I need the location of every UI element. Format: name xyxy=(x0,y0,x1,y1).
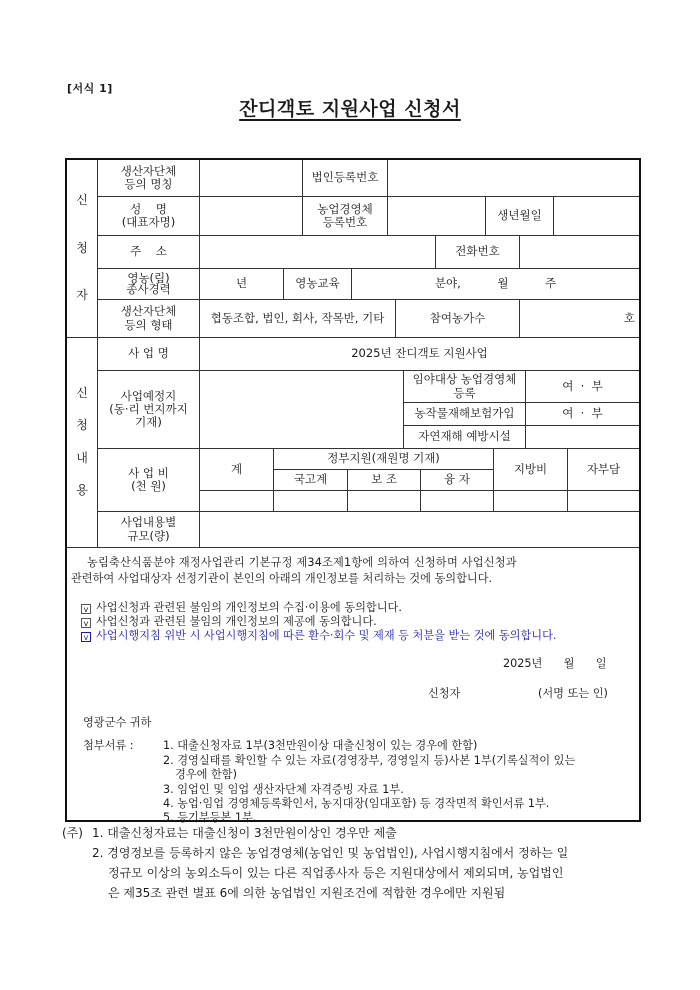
experience-label xyxy=(98,269,200,300)
applicant-sign-label: 신청자 xyxy=(428,687,461,700)
farm-reg-field[interactable] xyxy=(388,197,486,236)
label-line: 농업경영체 xyxy=(317,201,373,216)
attachment-item: 3. 임업인 및 임업 생산자단체 자격증빙 자료 1부. xyxy=(163,783,404,796)
section-char: 청 xyxy=(76,418,88,433)
signature-field[interactable]: (서명 또는 인) xyxy=(538,687,608,700)
education-label: 영농교육 xyxy=(284,269,352,300)
attachment-item: 5. 등기부등본 1부. xyxy=(163,811,257,824)
attachment-item: 1. 대출신청자료 1부(3천만원이상 대출신청이 있는 경우에 한함) xyxy=(163,739,478,752)
signing-date: 2025년 월 일 xyxy=(503,657,607,670)
section-char: 용 xyxy=(76,483,88,498)
label-line: (천 원) xyxy=(131,479,166,493)
households-field[interactable]: 호 xyxy=(520,300,639,338)
site-field[interactable] xyxy=(200,371,404,449)
label-line: (동·리 번지까지 xyxy=(109,401,188,416)
name-label xyxy=(98,197,200,236)
budget-national-header: 국고계 xyxy=(274,470,348,491)
org-type-field[interactable]: 협동조합, 법인, 회사, 작목반, 기타 xyxy=(200,300,396,338)
label-line: 등록번호 xyxy=(322,215,368,229)
label-line: 생산자단체 xyxy=(120,163,177,178)
education-field[interactable]: 분야, 월 주 xyxy=(352,269,639,300)
check-label: 사업신청과 관련된 불임의 개인정보의 수집·이용에 동의합니다. xyxy=(96,601,402,614)
budget-total-field[interactable] xyxy=(200,491,274,512)
budget-subsidy-header: 보 조 xyxy=(348,470,421,491)
attachment-item: 경우에 한함) xyxy=(175,768,237,781)
attachment-item: 4. 농업·임업 경영체등록확인서, 농지대장(임대포함) 등 경작면적 확인서류 1부. xyxy=(163,797,550,810)
corp-reg-field[interactable] xyxy=(388,160,639,197)
budget-national-field[interactable] xyxy=(274,491,348,512)
scale-field[interactable] xyxy=(200,512,639,548)
label-line: 영농(림) xyxy=(127,270,170,285)
attachments-label: 첨부서류 : xyxy=(83,739,134,752)
label-line: 등록 xyxy=(453,385,476,400)
budget-loan-header: 융 자 xyxy=(421,470,494,491)
birth-label: 생년월일 xyxy=(486,197,554,236)
birth-field[interactable] xyxy=(554,197,639,236)
name-field[interactable] xyxy=(200,197,303,236)
addressee: 영광군수 귀하 xyxy=(83,716,152,729)
budget-gov-header: 정부지원(재원명 기재) xyxy=(274,449,494,470)
disaster-field[interactable] xyxy=(526,426,639,449)
section-char: 신 xyxy=(76,385,88,400)
budget-subsidy-field[interactable] xyxy=(348,491,421,512)
label-line: 성 명 xyxy=(130,201,167,216)
label-line: (대표자명) xyxy=(121,215,176,229)
consent-check-sanction[interactable] xyxy=(81,627,556,643)
applicant-section-label xyxy=(67,160,98,338)
section-char: 자 xyxy=(76,288,88,303)
farm-reg-label xyxy=(303,197,388,236)
budget-self-header: 자부담 xyxy=(568,449,639,491)
form-code: [서식 1] xyxy=(67,82,113,95)
corp-reg-label: 법인등록번호 xyxy=(303,160,388,197)
org-type-label xyxy=(98,300,200,338)
experience-years-field[interactable]: 년 xyxy=(200,269,284,300)
label-line: 등의 명칭 xyxy=(124,177,173,191)
phone-label: 전화번호 xyxy=(436,236,520,269)
application-section-label xyxy=(67,338,98,548)
address-field[interactable] xyxy=(200,236,436,269)
households-label: 참여농가수 xyxy=(396,300,520,338)
project-name-field[interactable]: 2025년 잔디객토 지원사업 xyxy=(200,338,639,371)
section-char: 청 xyxy=(76,240,88,255)
org-name-field[interactable] xyxy=(200,160,303,197)
budget-label xyxy=(98,449,200,512)
note-item: 은 제35조 관련 별표 6에 의한 농업법인 지원조건에 적합한 경우에만 지원됨 xyxy=(108,886,506,900)
insurance-yes-no[interactable]: 여 · 부 xyxy=(526,403,639,426)
address-label: 주 소 xyxy=(98,236,200,269)
scale-label xyxy=(98,512,200,548)
budget-local-header: 지방비 xyxy=(494,449,568,491)
checkbox-icon[interactable]: v xyxy=(81,604,91,614)
label-line: 규모(량) xyxy=(127,528,170,543)
consent-intro-line2: 관련하여 사업대상자 선정기관이 본인의 아래의 개인정보를 처리하는 것에 동의합니다. xyxy=(71,572,493,585)
budget-total-header: 계 xyxy=(200,449,274,491)
project-name-label: 사 업 명 xyxy=(98,338,200,371)
consent-section xyxy=(67,550,639,822)
check-label: 사업신청과 관련된 불임의 개인정보의 제공에 동의합니다. xyxy=(96,615,377,628)
org-name-label xyxy=(98,160,200,197)
checkbox-icon[interactable]: v xyxy=(81,632,91,642)
forest-reg-yes-no[interactable]: 여 · 부 xyxy=(526,371,639,403)
page-title xyxy=(0,94,700,121)
budget-self-field[interactable] xyxy=(568,491,639,512)
label-line: 사업내용별 xyxy=(120,515,177,530)
phone-field[interactable] xyxy=(520,236,639,269)
checkbox-icon[interactable]: v xyxy=(81,618,91,628)
label-line: 생산자단체 xyxy=(120,304,177,319)
note-item: 2. 경영정보를 등록하지 않은 농업경영체(농업인 및 농업법인), 사업시행지침에서 정하는 일 xyxy=(92,846,569,860)
section-char: 신 xyxy=(76,192,88,207)
check-label: 사업시행지침 위반 시 사업시행지침에 따른 환수·회수 및 제재 등 처분을 받는 것에 동의합니다. xyxy=(96,629,557,642)
budget-loan-field[interactable] xyxy=(421,491,494,512)
attachment-item: 2. 경영실태를 확인할 수 있는 자료(경영장부, 경영일지 등)사본 1부(기록실적이 있는 xyxy=(163,754,576,767)
label-line: 임야대상 농업경영체 xyxy=(412,372,517,387)
label-line: 사 업 비 xyxy=(128,465,169,480)
consent-intro-line1: 농림축산식품분야 재정사업관리 기본규정 제34조제1항에 의하여 신청하며 사업신청과 xyxy=(87,556,517,569)
insurance-label: 농작물재해보험가입 xyxy=(404,403,526,426)
label-line: 사업예정지 xyxy=(120,388,177,403)
site-label xyxy=(98,371,200,449)
title-text: 잔디객토 지원사업 신청서 xyxy=(239,98,461,120)
label-line: 등의 형태 xyxy=(124,317,173,332)
budget-local-field[interactable] xyxy=(494,491,568,512)
label-line: 종사경력 xyxy=(126,282,171,296)
label-line: 기재) xyxy=(135,415,162,430)
section-char: 내 xyxy=(76,450,88,465)
note-item: 정규모 이상의 농외소득이 있는 다른 직업종사자 등은 지원대상에서 제외되며, 농업법인 xyxy=(108,866,564,880)
disaster-label: 자연재해 예방시설 xyxy=(404,426,526,449)
notes-label: (주) xyxy=(62,826,83,840)
forest-reg-label xyxy=(404,371,526,403)
application-form-table xyxy=(65,158,641,822)
note-item: 1. 대출신청자료는 대출신청이 3천만원이상인 경우만 제출 xyxy=(92,826,397,840)
